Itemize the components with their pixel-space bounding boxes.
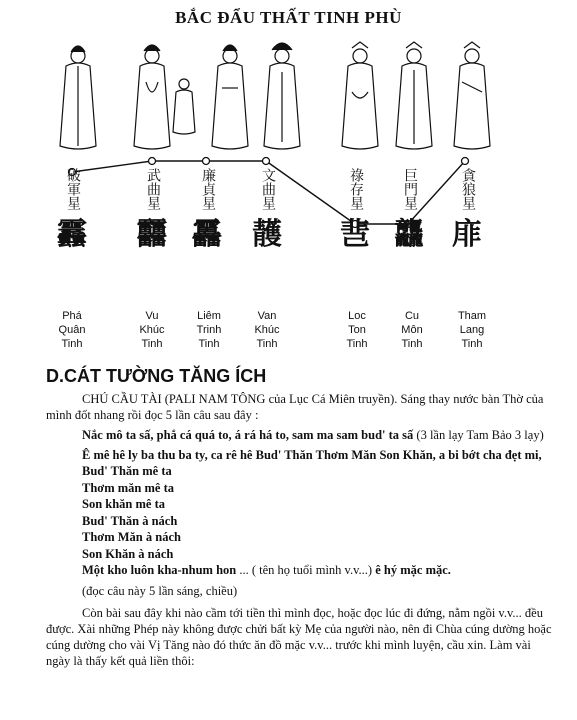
star-name	[330, 309, 384, 351]
final-chant-note: ... ( tên họ tuổi mình v.v...)	[236, 563, 376, 577]
star-name-line: Tham	[457, 310, 487, 322]
star-name-line: Van	[257, 310, 277, 322]
chant-line-final	[82, 562, 556, 579]
intro-paragraph: CHÚ CẦU TÀI (PALI NAM TÔNG của Lục Cá Miên truyền). Sáng thay nước bàn Thờ của mình đốt nhang rồi đọc 5 lần câu sau đây :	[46, 392, 544, 422]
chant-line: Thơm măn mê ta	[82, 480, 174, 495]
star-column	[125, 159, 179, 251]
closing-paragraph: Còn bài sau đây khi nào cầm tới tiền thì mình đọc, hoặc đọc lúc đi đứng, nằm ngồi v.v... đều được. Xài những Phép này không được chửi bất kỳ Mẹ của người nào, nên đi Chùa cúng dường hoặc cúng dường cho vài Vị Tăng nào đó thức ăn đồ mặc v.v... trước khi mình luyện, cầu xin. Làm vài ngày là thấy kết quả liền thôi:	[46, 605, 552, 668]
star-column	[328, 159, 382, 251]
star-name-line: Tinh	[401, 338, 423, 350]
talisman-glyph: 䨻	[137, 218, 167, 251]
chant-lines	[46, 463, 556, 579]
talisman-glyph: 靐	[192, 218, 222, 251]
figure-5	[264, 43, 300, 149]
repeat-note: (đọc câu này 5 lần sáng, chiều)	[82, 583, 238, 598]
chant-line: Thơm Măn à nách	[82, 530, 181, 544]
figure-7	[396, 42, 432, 149]
star-name-line: Lang	[459, 324, 485, 336]
chant-line: Son Khăn à nách	[82, 546, 174, 561]
chant-line: Bud' Thăn à nách	[82, 513, 178, 528]
star-chinese-name: 貪狼星	[460, 168, 475, 210]
talisman-glyph: 䨽	[340, 218, 370, 251]
deity-figures	[40, 34, 560, 159]
star-chinese-name: 祿存星	[348, 168, 363, 210]
figure-4	[212, 45, 248, 149]
page-title: BẮC ĐẨU THẤT TINH PHÙ	[175, 8, 402, 27]
section-heading: D.CÁT TƯỜNG TĂNG ÍCH	[46, 366, 267, 386]
star-name-line: Quân	[58, 324, 86, 336]
star-name-line: Phá	[62, 310, 82, 322]
star-name-line: Cu	[404, 310, 420, 322]
star-name-line: Tinh	[346, 338, 368, 350]
star-name-line: Tinh	[61, 338, 83, 350]
star-chinese-name: 文曲星	[260, 168, 275, 210]
star-name-line: Khúc	[254, 324, 280, 336]
talisman-glyph: 龘	[394, 218, 424, 251]
star-name-line: Tinh	[141, 338, 163, 350]
chant-paragraph-1	[46, 427, 556, 443]
star-column	[240, 159, 294, 251]
star-name	[445, 309, 499, 351]
talisman-glyph: 䨼	[252, 218, 282, 251]
star-column	[382, 159, 436, 251]
star-name-line: Tinh	[256, 338, 278, 350]
star-name-line: Trinh	[196, 324, 222, 336]
final-chant-end: ê hý mặc mặc.	[375, 563, 451, 577]
star-chinese-name: 廉貞星	[200, 168, 215, 210]
chant-line: Son khăn mê ta	[82, 497, 166, 511]
star-name	[182, 309, 236, 351]
star-name-line: Môn	[401, 324, 423, 336]
star-name-line: Tinh	[198, 338, 220, 350]
star-name	[385, 309, 439, 351]
star-name	[45, 309, 99, 351]
figure-2	[134, 45, 170, 149]
star-name	[125, 309, 179, 351]
chant-text: Nắc mô ta sấ, phắ cá quá to, á rá há to, sam ma sam bud' ta sấ	[82, 428, 414, 442]
figure-1	[60, 46, 96, 149]
chant-line: Bud' Thăn mê ta	[82, 464, 172, 478]
star-name-line: Ton	[348, 324, 366, 336]
star-name-line: Tinh	[461, 338, 483, 350]
star-chinese-name: 武曲星	[145, 168, 160, 210]
final-chant-text: Một kho luôn kha-nhum hon	[82, 563, 237, 577]
star-column	[180, 159, 234, 251]
star-column	[45, 159, 99, 251]
star-name-line: Liêm	[197, 310, 221, 322]
star-name-line: Loc	[348, 310, 366, 322]
star-chinese-name: 破軍星	[65, 168, 80, 210]
chant-note: (3 lần lạy Tam Bảo 3 lạy)	[413, 428, 544, 442]
figure-6	[342, 42, 378, 149]
star-chinese-name: 巨門星	[402, 168, 417, 210]
seven-stars-illustration	[40, 34, 560, 364]
star-name-line: Khúc	[139, 324, 165, 336]
talisman-glyph: 䨺	[57, 218, 87, 251]
star-column	[440, 159, 494, 251]
star-name-line: Vu	[145, 310, 159, 322]
star-name	[240, 309, 294, 351]
figure-3	[173, 79, 195, 134]
figure-8	[454, 42, 490, 149]
talisman-glyph: 䨾	[452, 218, 482, 251]
chant-paragraph-2: Ê mê hê ly ba thu ba ty, ca rê hê Bud' Thăn Thơm Măn Son Khăn, a bi bớt cha đẹt mi,	[82, 448, 542, 462]
section-body	[46, 391, 556, 673]
